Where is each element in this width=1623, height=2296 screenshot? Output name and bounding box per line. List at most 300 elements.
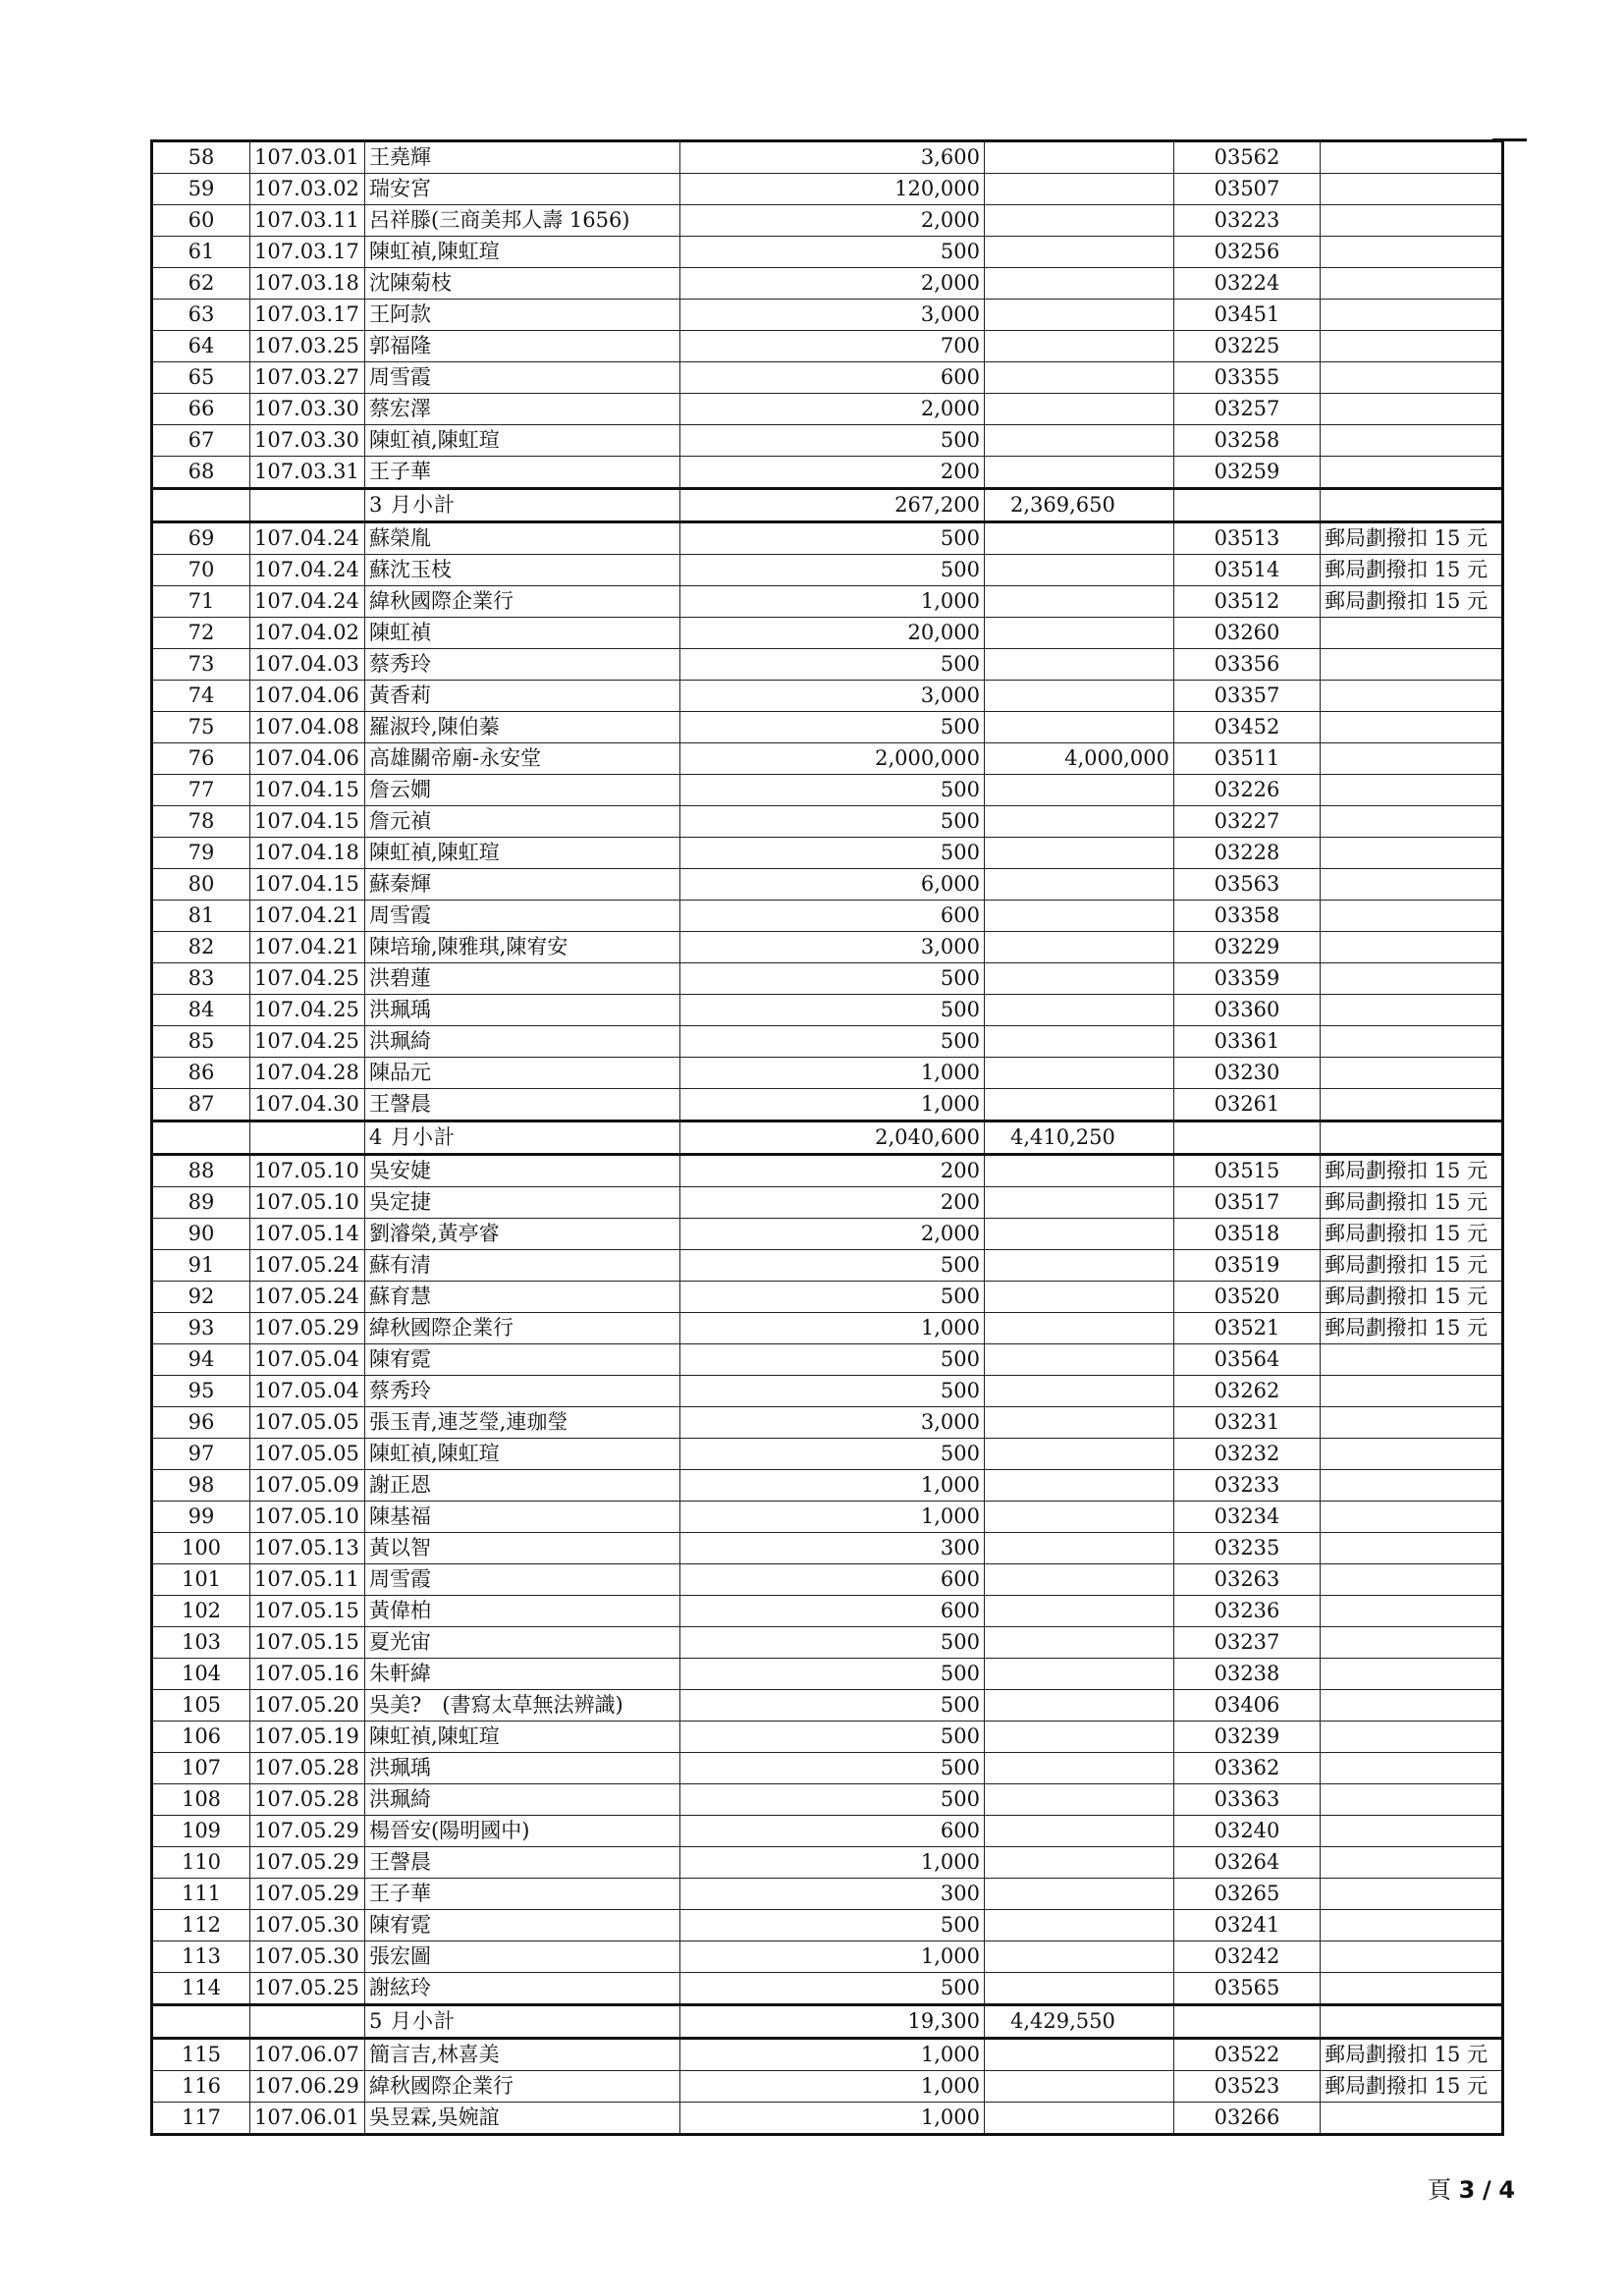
row-number: 82 — [152, 932, 250, 963]
donation-date: 107.04.15 — [250, 806, 365, 838]
donation-amount: 120,000 — [680, 174, 985, 205]
table-row — [152, 963, 1503, 995]
row-number: 75 — [152, 712, 250, 743]
receipt-number: 03518 — [1174, 1219, 1321, 1250]
row-number: 65 — [152, 362, 250, 394]
donation-date: 107.05.29 — [250, 1847, 365, 1879]
donation-date: 107.04.25 — [250, 995, 365, 1026]
donation-amount: 500 — [680, 1973, 985, 2005]
donation-amount: 3,000 — [680, 681, 985, 712]
table-row — [152, 743, 1503, 775]
table-row — [152, 2039, 1503, 2071]
empty-cell — [250, 489, 365, 522]
remark — [1321, 995, 1503, 1026]
page-label: 頁 — [1428, 2176, 1451, 2204]
receipt-number: 03261 — [1174, 1089, 1321, 1121]
table-row — [152, 1879, 1503, 1910]
row-number: 89 — [152, 1187, 250, 1219]
cumulative-total — [985, 1690, 1174, 1722]
receipt-number: 03262 — [1174, 1376, 1321, 1407]
donor-name: 夏光宙 — [365, 1627, 680, 1659]
subtotal-amount: 19,300 — [680, 2005, 985, 2039]
donor-name: 黃偉柏 — [365, 1596, 680, 1627]
table-row — [152, 1439, 1503, 1470]
table-row — [152, 425, 1503, 457]
remark — [1321, 174, 1503, 205]
donor-name: 劉濬榮,黃亭睿 — [365, 1219, 680, 1250]
remark — [1321, 1470, 1503, 1502]
cumulative-total — [985, 1941, 1174, 1973]
donor-name: 陳虹禎,陳虹瑄 — [365, 1722, 680, 1753]
donation-amount: 500 — [680, 1250, 985, 1282]
receipt-number: 03238 — [1174, 1659, 1321, 1690]
donation-amount: 200 — [680, 1155, 985, 1187]
donation-amount: 500 — [680, 838, 985, 869]
table-row — [152, 1313, 1503, 1344]
table-row — [152, 237, 1503, 268]
donor-name: 陳宥霓 — [365, 1344, 680, 1376]
donation-date: 107.05.15 — [250, 1596, 365, 1627]
subtotal-cumulative: 4,429,550 — [985, 2005, 1174, 2039]
receipt-number: 03562 — [1174, 141, 1321, 174]
remark — [1321, 1089, 1503, 1121]
row-number: 98 — [152, 1470, 250, 1502]
donor-name: 蔡宏澤 — [365, 394, 680, 425]
remark: 郵局劃撥扣 15 元 — [1321, 555, 1503, 586]
table-row — [152, 2071, 1503, 2103]
donor-name: 周雪霞 — [365, 1564, 680, 1596]
cumulative-total — [985, 1089, 1174, 1121]
donor-name: 黃以智 — [365, 1533, 680, 1564]
cumulative-total — [985, 1910, 1174, 1941]
receipt-number: 03265 — [1174, 1879, 1321, 1910]
cumulative-total — [985, 1155, 1174, 1187]
donor-name: 周雪霞 — [365, 901, 680, 932]
remark — [1321, 394, 1503, 425]
table-row — [152, 174, 1503, 205]
remark — [1321, 649, 1503, 681]
remark — [1321, 1596, 1503, 1627]
remark — [1321, 1058, 1503, 1089]
donor-name: 陳培瑜,陳雅琪,陳宥安 — [365, 932, 680, 963]
remark — [1321, 1784, 1503, 1816]
donor-name: 洪珮瑀 — [365, 1753, 680, 1784]
row-number: 94 — [152, 1344, 250, 1376]
donation-date: 107.04.08 — [250, 712, 365, 743]
donation-date: 107.03.30 — [250, 394, 365, 425]
row-number: 64 — [152, 331, 250, 362]
table-row — [152, 1564, 1503, 1596]
remark — [1321, 1564, 1503, 1596]
donation-amount: 1,000 — [680, 2039, 985, 2071]
donation-date: 107.04.18 — [250, 838, 365, 869]
table-row — [152, 838, 1503, 869]
receipt-number: 03564 — [1174, 1344, 1321, 1376]
donation-amount: 500 — [680, 1282, 985, 1313]
receipt-number: 03264 — [1174, 1847, 1321, 1879]
cumulative-total — [985, 1219, 1174, 1250]
remark — [1321, 1753, 1503, 1784]
donor-name: 緯秋國際企業行 — [365, 1313, 680, 1344]
row-number: 106 — [152, 1722, 250, 1753]
row-number: 68 — [152, 457, 250, 489]
table-row — [152, 1973, 1503, 2005]
table-row — [152, 1596, 1503, 1627]
donation-amount: 500 — [680, 522, 985, 555]
table-row — [152, 2103, 1503, 2135]
cumulative-total — [985, 1879, 1174, 1910]
remark — [1321, 932, 1503, 963]
donation-date: 107.05.04 — [250, 1376, 365, 1407]
table-row — [152, 1058, 1503, 1089]
donation-date: 107.03.17 — [250, 237, 365, 268]
receipt-number: 03234 — [1174, 1502, 1321, 1533]
donation-amount: 1,000 — [680, 1089, 985, 1121]
donation-amount: 700 — [680, 331, 985, 362]
remark — [1321, 963, 1503, 995]
donor-name: 陳宥霓 — [365, 1910, 680, 1941]
table-row — [152, 394, 1503, 425]
row-number: 116 — [152, 2071, 250, 2103]
row-number: 107 — [152, 1753, 250, 1784]
page-separator: / — [1482, 2176, 1491, 2204]
row-number: 114 — [152, 1973, 250, 2005]
remark: 郵局劃撥扣 15 元 — [1321, 1219, 1503, 1250]
row-number: 77 — [152, 775, 250, 806]
table-row — [152, 1089, 1503, 1121]
receipt-number: 03361 — [1174, 1026, 1321, 1058]
donation-date: 107.05.24 — [250, 1250, 365, 1282]
remark — [1321, 1627, 1503, 1659]
table-row — [152, 1026, 1503, 1058]
donation-date: 107.05.28 — [250, 1784, 365, 1816]
receipt-number: 03235 — [1174, 1533, 1321, 1564]
remark — [1321, 1816, 1503, 1847]
cumulative-total — [985, 932, 1174, 963]
table-row — [152, 300, 1503, 331]
table-row — [152, 1753, 1503, 1784]
receipt-number: 03225 — [1174, 331, 1321, 362]
donation-amount: 500 — [680, 1376, 985, 1407]
ledger-body — [152, 141, 1503, 2135]
cumulative-total — [985, 775, 1174, 806]
donation-amount: 500 — [680, 1627, 985, 1659]
cumulative-total — [985, 1187, 1174, 1219]
page-current: 3 — [1458, 2176, 1476, 2204]
table-row — [152, 268, 1503, 300]
remark — [1321, 1407, 1503, 1439]
receipt-number: 03517 — [1174, 1187, 1321, 1219]
table-row — [152, 1690, 1503, 1722]
donor-name: 陳品元 — [365, 1058, 680, 1089]
row-number: 104 — [152, 1659, 250, 1690]
table-row — [152, 775, 1503, 806]
remark — [1321, 806, 1503, 838]
remark — [1321, 1376, 1503, 1407]
row-number: 80 — [152, 869, 250, 901]
receipt-number: 03242 — [1174, 1941, 1321, 1973]
donation-amount: 500 — [680, 712, 985, 743]
page-total: 4 — [1498, 2176, 1516, 2204]
row-number: 99 — [152, 1502, 250, 1533]
donor-name: 呂祥滕(三商美邦人壽 1656) — [365, 205, 680, 237]
donor-name: 簡言吉,林喜美 — [365, 2039, 680, 2071]
cumulative-total — [985, 681, 1174, 712]
remark: 郵局劃撥扣 15 元 — [1321, 1250, 1503, 1282]
donation-amount: 500 — [680, 1026, 985, 1058]
cumulative-total — [985, 300, 1174, 331]
donor-name: 黃香莉 — [365, 681, 680, 712]
remark: 郵局劃撥扣 15 元 — [1321, 1187, 1503, 1219]
table-row — [152, 1627, 1503, 1659]
cumulative-total — [985, 1659, 1174, 1690]
donor-name: 陳虹禎,陳虹瑄 — [365, 425, 680, 457]
table-row — [152, 1941, 1503, 1973]
donor-name: 緯秋國際企業行 — [365, 2071, 680, 2103]
row-number: 117 — [152, 2103, 250, 2135]
table-row — [152, 995, 1503, 1026]
donation-date: 107.04.24 — [250, 586, 365, 618]
remark — [1321, 1344, 1503, 1376]
donation-date: 107.05.29 — [250, 1816, 365, 1847]
remark: 郵局劃撥扣 15 元 — [1321, 1155, 1503, 1187]
remark — [1321, 712, 1503, 743]
row-number: 92 — [152, 1282, 250, 1313]
donor-name: 蔡秀玲 — [365, 649, 680, 681]
cumulative-total — [985, 712, 1174, 743]
row-number: 61 — [152, 237, 250, 268]
receipt-number: 03229 — [1174, 932, 1321, 963]
receipt-number: 03521 — [1174, 1313, 1321, 1344]
donor-name: 瑞安宮 — [365, 174, 680, 205]
remark — [1321, 425, 1503, 457]
donation-date: 107.05.10 — [250, 1187, 365, 1219]
cumulative-total — [985, 618, 1174, 649]
row-number: 115 — [152, 2039, 250, 2071]
cumulative-total — [985, 141, 1174, 174]
row-number: 66 — [152, 394, 250, 425]
donation-amount: 600 — [680, 1816, 985, 1847]
table-row — [152, 1722, 1503, 1753]
table-row — [152, 649, 1503, 681]
cumulative-total — [985, 2039, 1174, 2071]
remark — [1321, 362, 1503, 394]
remark: 郵局劃撥扣 15 元 — [1321, 1313, 1503, 1344]
table-row — [152, 1376, 1503, 1407]
donation-amount: 500 — [680, 237, 985, 268]
table-row — [152, 806, 1503, 838]
cumulative-total — [985, 1784, 1174, 1816]
remark — [1321, 331, 1503, 362]
row-number: 97 — [152, 1439, 250, 1470]
receipt-number: 03565 — [1174, 1973, 1321, 2005]
donor-name: 陳虹禎,陳虹瑄 — [365, 237, 680, 268]
donor-name: 蘇榮胤 — [365, 522, 680, 555]
receipt-number: 03227 — [1174, 806, 1321, 838]
row-number: 112 — [152, 1910, 250, 1941]
row-number: 81 — [152, 901, 250, 932]
receipt-number: 03241 — [1174, 1910, 1321, 1941]
donation-amount: 600 — [680, 1564, 985, 1596]
donation-amount: 500 — [680, 775, 985, 806]
donation-date: 107.04.24 — [250, 555, 365, 586]
cumulative-total — [985, 457, 1174, 489]
cumulative-total — [985, 425, 1174, 457]
cumulative-total — [985, 1376, 1174, 1407]
donation-amount: 600 — [680, 1596, 985, 1627]
row-number: 93 — [152, 1313, 250, 1344]
receipt-number: 03512 — [1174, 586, 1321, 618]
remark — [1321, 838, 1503, 869]
empty-cell — [1321, 489, 1503, 522]
subtotal-label: 4 月小計 — [365, 1121, 680, 1155]
empty-cell — [250, 1121, 365, 1155]
donation-amount: 1,000 — [680, 1058, 985, 1089]
cumulative-total — [985, 901, 1174, 932]
remark — [1321, 1026, 1503, 1058]
donation-date: 107.04.03 — [250, 649, 365, 681]
table-row — [152, 1407, 1503, 1439]
empty-cell — [1174, 2005, 1321, 2039]
subtotal-cumulative: 4,410,250 — [985, 1121, 1174, 1155]
donor-name: 高雄關帝廟-永安堂 — [365, 743, 680, 775]
table-row — [152, 1470, 1503, 1502]
row-number: 76 — [152, 743, 250, 775]
row-number: 60 — [152, 205, 250, 237]
cumulative-total — [985, 2103, 1174, 2135]
receipt-number: 03520 — [1174, 1282, 1321, 1313]
table-row — [152, 555, 1503, 586]
cumulative-total — [985, 1502, 1174, 1533]
donation-date: 107.04.21 — [250, 901, 365, 932]
receipt-number: 03239 — [1174, 1722, 1321, 1753]
donation-date: 107.04.15 — [250, 869, 365, 901]
remark — [1321, 743, 1503, 775]
donation-amount: 1,000 — [680, 1847, 985, 1879]
donation-amount: 20,000 — [680, 618, 985, 649]
donation-date: 107.05.13 — [250, 1533, 365, 1564]
donation-date: 107.04.06 — [250, 743, 365, 775]
subtotal-label: 5 月小計 — [365, 2005, 680, 2039]
donation-date: 107.03.18 — [250, 268, 365, 300]
subtotal-row — [152, 2005, 1503, 2039]
receipt-number: 03522 — [1174, 2039, 1321, 2071]
donor-name: 陳基福 — [365, 1502, 680, 1533]
table-row — [152, 618, 1503, 649]
donation-amount: 3,000 — [680, 300, 985, 331]
donation-date: 107.05.11 — [250, 1564, 365, 1596]
receipt-number: 03223 — [1174, 205, 1321, 237]
cumulative-total — [985, 1753, 1174, 1784]
cumulative-total — [985, 1722, 1174, 1753]
empty-cell — [1174, 489, 1321, 522]
table-row — [152, 1344, 1503, 1376]
donor-name: 洪碧蓮 — [365, 963, 680, 995]
empty-cell — [152, 1121, 250, 1155]
donation-date: 107.05.10 — [250, 1502, 365, 1533]
donor-name: 羅淑玲,陳伯蓁 — [365, 712, 680, 743]
receipt-number: 03231 — [1174, 1407, 1321, 1439]
donation-date: 107.06.29 — [250, 2071, 365, 2103]
donation-date: 107.03.11 — [250, 205, 365, 237]
donation-amount: 1,000 — [680, 1470, 985, 1502]
donation-amount: 3,600 — [680, 141, 985, 174]
empty-cell — [1321, 2005, 1503, 2039]
table-row — [152, 141, 1503, 174]
remark — [1321, 205, 1503, 237]
header-rule — [1492, 138, 1527, 141]
row-number: 109 — [152, 1816, 250, 1847]
donation-amount: 500 — [680, 1722, 985, 1753]
donation-date: 107.03.17 — [250, 300, 365, 331]
donation-date: 107.05.30 — [250, 1910, 365, 1941]
row-number: 90 — [152, 1219, 250, 1250]
donation-date: 107.05.28 — [250, 1753, 365, 1784]
donor-name: 吳美? (書寫太草無法辨識) — [365, 1690, 680, 1722]
row-number: 71 — [152, 586, 250, 618]
remark — [1321, 618, 1503, 649]
remark — [1321, 1910, 1503, 1941]
remark — [1321, 1879, 1503, 1910]
receipt-number: 03355 — [1174, 362, 1321, 394]
table-row — [152, 681, 1503, 712]
receipt-number: 03228 — [1174, 838, 1321, 869]
donor-name: 朱軒緯 — [365, 1659, 680, 1690]
remark — [1321, 681, 1503, 712]
receipt-number: 03523 — [1174, 2071, 1321, 2103]
donor-name: 王阿款 — [365, 300, 680, 331]
row-number: 63 — [152, 300, 250, 331]
donation-date: 107.04.24 — [250, 522, 365, 555]
donation-amount: 600 — [680, 901, 985, 932]
donor-name: 楊晉安(陽明國中) — [365, 1816, 680, 1847]
cumulative-total — [985, 1250, 1174, 1282]
receipt-number: 03230 — [1174, 1058, 1321, 1089]
donor-name: 蔡秀玲 — [365, 1376, 680, 1407]
donation-amount: 500 — [680, 963, 985, 995]
donation-date: 107.03.31 — [250, 457, 365, 489]
cumulative-total — [985, 1407, 1174, 1439]
receipt-number: 03406 — [1174, 1690, 1321, 1722]
cumulative-total — [985, 1282, 1174, 1313]
receipt-number: 03226 — [1174, 775, 1321, 806]
donation-date: 107.04.02 — [250, 618, 365, 649]
donation-amount: 500 — [680, 555, 985, 586]
row-number: 86 — [152, 1058, 250, 1089]
donor-name: 蘇育慧 — [365, 1282, 680, 1313]
donation-amount: 2,000 — [680, 205, 985, 237]
remark — [1321, 141, 1503, 174]
donation-amount: 500 — [680, 1690, 985, 1722]
donor-name: 吳定捷 — [365, 1187, 680, 1219]
donation-date: 107.05.25 — [250, 1973, 365, 2005]
row-number: 102 — [152, 1596, 250, 1627]
row-number: 110 — [152, 1847, 250, 1879]
subtotal-label: 3 月小計 — [365, 489, 680, 522]
donor-name: 陳虹禎,陳虹瑄 — [365, 838, 680, 869]
row-number: 105 — [152, 1690, 250, 1722]
row-number: 72 — [152, 618, 250, 649]
table-row — [152, 1659, 1503, 1690]
receipt-number: 03258 — [1174, 425, 1321, 457]
receipt-number: 03563 — [1174, 869, 1321, 901]
donation-amount: 500 — [680, 1753, 985, 1784]
donation-date: 107.06.01 — [250, 2103, 365, 2135]
donation-date: 107.05.04 — [250, 1344, 365, 1376]
donation-date: 107.04.06 — [250, 681, 365, 712]
table-row — [152, 1533, 1503, 1564]
table-row — [152, 522, 1503, 555]
